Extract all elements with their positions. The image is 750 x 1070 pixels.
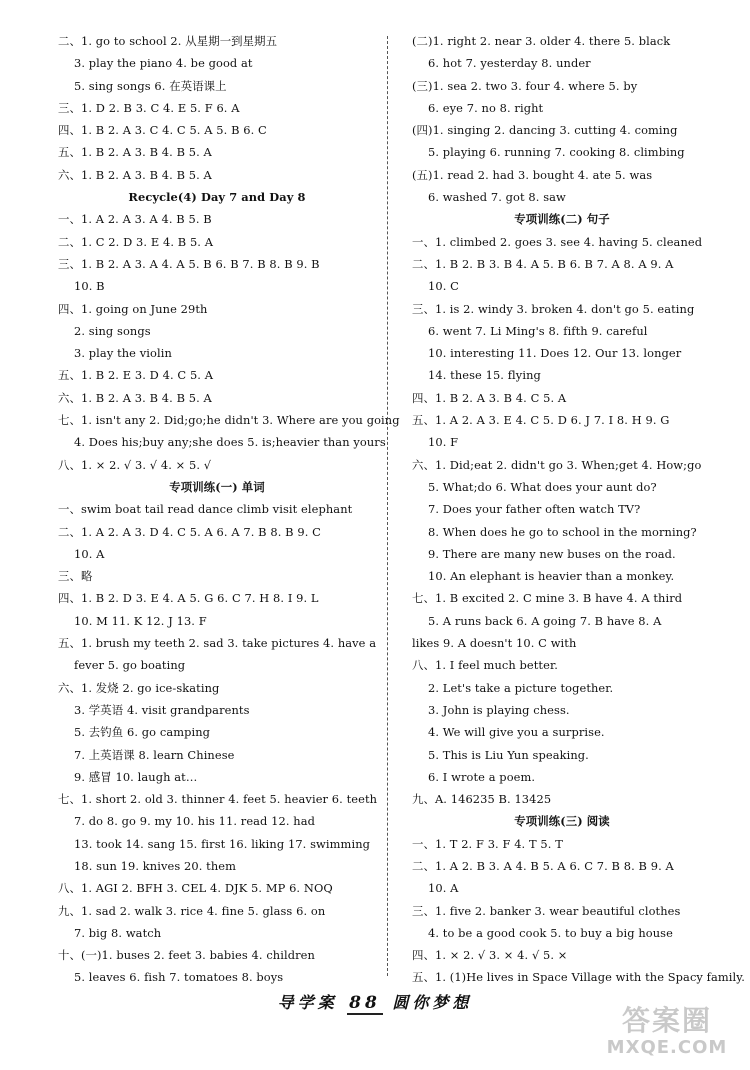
answer-line: 10. A (428, 881, 459, 896)
answer-line: 五、1. (1)He lives in Space Village with the Spacy family. (412, 970, 746, 985)
right-answer-column (412, 30, 746, 989)
answer-line: 5. sing songs 6. 在英语课上 (74, 78, 227, 93)
answer-line: 7. big 8. watch (74, 925, 162, 940)
answer-line: 一、1. T 2. F 3. F 4. T 5. T (412, 836, 563, 851)
page-number: 88 (349, 993, 381, 1013)
answer-line: 10. interesting 11. Does 12. Our 13. longer (428, 346, 682, 361)
answer-line: 7. Does your father often watch TV? (428, 502, 641, 517)
answer-line: 七、1. short 2. old 3. thinner 4. feet 5. heavier 6. teeth (58, 792, 378, 807)
answer-line: 八、1. I feel much better. (412, 658, 558, 673)
footer-slogan: 圆你梦想 (392, 993, 473, 1012)
answer-line: 八、1. AGI 2. BFH 3. CEL 4. DJK 5. MP 6. NOQ (58, 881, 333, 896)
answer-line: 10. C (428, 279, 459, 294)
answer-line: (二)1. right 2. near 3. older 4. there 5. black (412, 34, 671, 48)
watermark-logo-text: 答案圈 (621, 1004, 712, 1037)
section-heading: 专项训练(三) 阅读 (514, 814, 610, 829)
answer-line: 3. 学英语 4. visit grandparents (74, 702, 250, 717)
answer-line: 10. F (428, 435, 459, 450)
answer-line: 四、1. B 2. D 3. E 4. A 5. G 6. C 7. H 8. I 9. L (58, 591, 319, 606)
answer-line: 六、1. B 2. A 3. B 4. B 5. A (58, 167, 212, 182)
answer-line: 三、1. D 2. B 3. C 4. E 5. F 6. A (58, 100, 240, 115)
answer-line: 7. do 8. go 9. my 10. his 11. read 12. had (74, 814, 316, 829)
section-heading: 专项训练(二) 句子 (514, 212, 610, 227)
answer-line: 10. B (74, 279, 105, 294)
answer-line: fever 5. go boating (74, 658, 186, 673)
answer-line: 六、1. B 2. A 3. B 4. B 5. A (58, 390, 212, 405)
answer-line: 三、1. is 2. windy 3. broken 4. don't go 5. eating (412, 301, 695, 316)
section-heading: 专项训练(一) 单词 (169, 479, 265, 494)
answer-line: 四、1. going on June 29th (58, 301, 208, 316)
answer-line: 二、1. A 2. B 3. A 4. B 5. A 6. C 7. B 8. B 9. A (412, 858, 674, 873)
answer-line: 5. This is Liu Yun speaking. (428, 747, 589, 762)
answer-line: 五、1. brush my teeth 2. sad 3. take pictures 4. have a (58, 636, 377, 651)
answer-line: likes 9. A doesn't 10. C with (412, 636, 577, 651)
answer-line: (五)1. read 2. had 3. bought 4. ate 5. was (412, 167, 653, 182)
answer-line: 7. 上英语课 8. learn Chinese (74, 747, 235, 762)
answer-line: 三、1. B 2. A 3. A 4. A 5. B 6. B 7. B 8. B 9. B (58, 256, 320, 271)
answer-line: 4. We will give you a surprise. (428, 725, 605, 740)
answer-line: 6. eye 7. no 8. right (428, 100, 544, 115)
answer-line: 九、A. 146235 B. 13425 (412, 792, 552, 807)
answer-line: 6. went 7. Li Ming's 8. fifth 9. careful (428, 323, 648, 338)
answer-line: 六、1. Did;eat 2. didn't go 3. When;get 4. How;go (412, 457, 702, 472)
answer-line: 3. play the violin (74, 346, 172, 361)
answer-line: 四、1. B 2. A 3. C 4. C 5. A 5. B 6. C (58, 123, 267, 138)
answer-line: 一、1. A 2. A 3. A 4. B 5. B (58, 212, 212, 227)
watermark-url: MXQE.COM (606, 1037, 728, 1058)
answer-line: 八、1. × 2. √ 3. √ 4. × 5. √ (58, 457, 212, 472)
answer-line: 3. play the piano 4. be good at (74, 56, 253, 71)
footer-brand-left: 导学案 (277, 993, 338, 1012)
answer-line: 5. 去钓鱼 6. go camping (74, 725, 211, 740)
answer-line: 13. took 14. sang 15. first 16. liking 17. swimming (74, 836, 371, 851)
left-answer-column (58, 30, 400, 989)
site-watermark (592, 1004, 742, 1064)
answer-line: 5. leaves 6. fish 7. tomatoes 8. boys (74, 970, 284, 985)
answer-line: 18. sun 19. knives 20. them (74, 858, 237, 873)
answer-line: 10. A (74, 546, 105, 561)
answer-line: 二、1. A 2. A 3. D 4. C 5. A 6. A 7. B 8. B 9. C (58, 524, 321, 539)
answer-line: 一、swim boat tail read dance climb visit elephant (58, 502, 353, 517)
answer-line: 9. There are many new buses on the road. (428, 546, 676, 561)
answer-line: 2. sing songs (74, 323, 151, 338)
answer-line: 2. Let's take a picture together. (428, 680, 614, 695)
answer-line: 二、1. go to school 2. 从星期一到星期五 (58, 34, 278, 48)
answer-line: 三、略 (58, 569, 93, 584)
answer-line: 4. to be a good cook 5. to buy a big house (428, 925, 673, 940)
answer-line: 14. these 15. flying (428, 368, 541, 383)
answer-line: 二、1. B 2. B 3. B 4. A 5. B 6. B 7. A 8. A 9. A (412, 256, 674, 271)
answer-line: 五、1. B 2. E 3. D 4. C 5. A (58, 368, 214, 383)
answer-line: 七、1. isn't any 2. Did;go;he didn't 3. Where are you going (58, 413, 400, 428)
answer-line: 6. hot 7. yesterday 8. under (428, 56, 591, 71)
answer-line: (三)1. sea 2. two 3. four 4. where 5. by (412, 78, 638, 93)
answer-line: 10. An elephant is heavier than a monkey. (428, 569, 675, 584)
answer-line: 九、1. sad 2. walk 3. rice 4. fine 5. glass 6. on (58, 903, 326, 918)
column-divider (387, 36, 388, 976)
answer-line: 10. M 11. K 12. J 13. F (74, 613, 207, 628)
answer-line: (四)1. singing 2. dancing 3. cutting 4. coming (412, 123, 678, 138)
answer-line: 一、1. climbed 2. goes 3. see 4. having 5. cleaned (412, 234, 703, 249)
answer-line: 6. I wrote a poem. (428, 769, 536, 784)
answer-line: 五、1. B 2. A 3. B 4. B 5. A (58, 145, 212, 160)
answer-line: 四、1. × 2. √ 3. × 4. √ 5. × (412, 948, 568, 963)
answer-line: 六、1. 发烧 2. go ice-skating (58, 680, 220, 695)
answer-line: 十、(一)1. buses 2. feet 3. babies 4. children (58, 948, 315, 963)
answer-line: 8. When does he go to school in the morning? (428, 524, 697, 539)
answer-line: 二、1. C 2. D 3. E 4. B 5. A (58, 234, 214, 249)
answer-line: 3. John is playing chess. (428, 702, 570, 717)
section-heading: Recycle(4) Day 7 and Day 8 (128, 190, 306, 205)
answer-line: 5. A runs back 6. A going 7. B have 8. A (428, 613, 662, 628)
answer-line: 5. playing 6. running 7. cooking 8. climbing (428, 145, 685, 160)
answer-line: 七、1. B excited 2. C mine 3. B have 4. A third (412, 591, 683, 606)
answer-line: 6. washed 7. got 8. saw (428, 190, 566, 205)
answer-line: 三、1. five 2. banker 3. wear beautiful clothes (412, 903, 681, 918)
answer-line: 4. Does his;buy any;she does 5. is;heavier than yours (74, 435, 386, 450)
answer-line: 五、1. A 2. A 3. E 4. C 5. D 6. J 7. I 8. H 9. G (412, 413, 670, 428)
answer-line: 四、1. B 2. A 3. B 4. C 5. A (412, 390, 567, 405)
answer-line: 9. 感冒 10. laugh at… (74, 769, 198, 784)
answer-line: 5. What;do 6. What does your aunt do? (428, 479, 657, 494)
